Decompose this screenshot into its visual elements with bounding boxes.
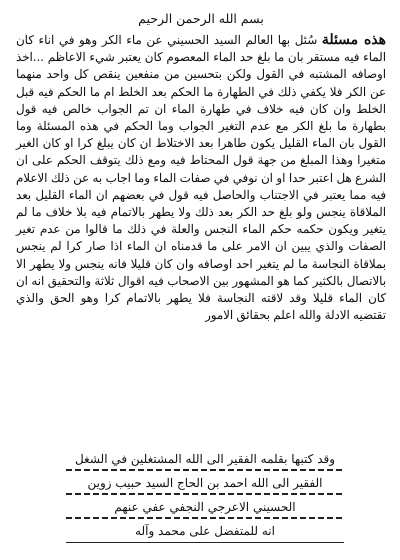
opening-word: هذه مسئلة <box>321 32 387 48</box>
underline-rule <box>66 542 344 543</box>
signature-text: وقد كتبها بقلمه الفقير الى الله المشتغلين في الشغل <box>74 452 336 466</box>
document-body <box>16 10 386 324</box>
question-text <box>16 32 386 324</box>
question-body: سُئل بها العالم السيد الحسيني عن ماء الكر وهو في اناء كان الماء فيه مستقر بان ما بلغ حد الماء المعصوم كان يعتبر شيء الاعاظم ...اخذ اوصافه المشتبه في القول ولكن بتحسين من منفعين ينقص كل واحد منهما عن الكر فلا يكفي ذلك في الطهارة ما الحكم بعد الخلط ام ما الحكم فيه قبل الخلط وان كان فيه خلاف في طهارة الماء ان تم الجواب خالص فيه قول بطهارة ما بلغ الكر مع عدم التغير الجواب وما الحكم في هذه المسئلة وما القول بان الماء القليل يكون طاهرا بعد الاختلاط ان كان يبلغ كرا او كان الغير متغيرا وهذا المبلغ من جهة قول المحتاط فيه ومع ذلك يتوقف الحكم على ان الشرع هل اعتبر حدا او ان نوفي في صفات الماء وما اجاب به عن ذلك الاعلام فيه مما يعتبر في الاجتناب والحاصل فيه قول في بعضهم ان الماء القليل بعد الملاقاة ينجس ولو بلغ حد الكر بعد ذلك ولا يطهر بالاتمام فيه بلا خلاف ما لم يتغير ويكون حكمه حكم الماء النجس والعلة في ذلك ما قالوا من عدم تغير الصفات والذي يبين ان الامر على ما قدمناه ان الماء اذا صار كرا لم ينجس بملاقاة النجاسة ما لم يتغير احد اوصافه وان كان قليلا فانه ينجس ولا يطهر الا بالاتصال بالكثير كما هو المشهور بين الاصحاب فيه اقوال ثلاثة والتحقيق انه ان كان الماء قليلا وقد لاقته النجاسة فلا يطهر بالاتمام كرا وهو الحق والذي تقتضيه الادلة والله اعلم بحقائق الامور <box>16 33 386 323</box>
signature-line <box>60 519 350 543</box>
signature-text: الحسيني الاعرجي النجفي عفي عنهم <box>114 500 296 514</box>
signature-text: الفقير الى الله احمد بن الحاج السيد حبيب زوين <box>87 476 323 490</box>
basmala-heading: بسم الله الرحمن الرحيم <box>138 11 264 26</box>
signature-text: انه للمتفضل على محمد وآله <box>135 524 275 538</box>
signature-block <box>60 447 350 543</box>
signature-line <box>60 447 350 471</box>
signature-line <box>60 471 350 495</box>
signature-line <box>60 495 350 519</box>
